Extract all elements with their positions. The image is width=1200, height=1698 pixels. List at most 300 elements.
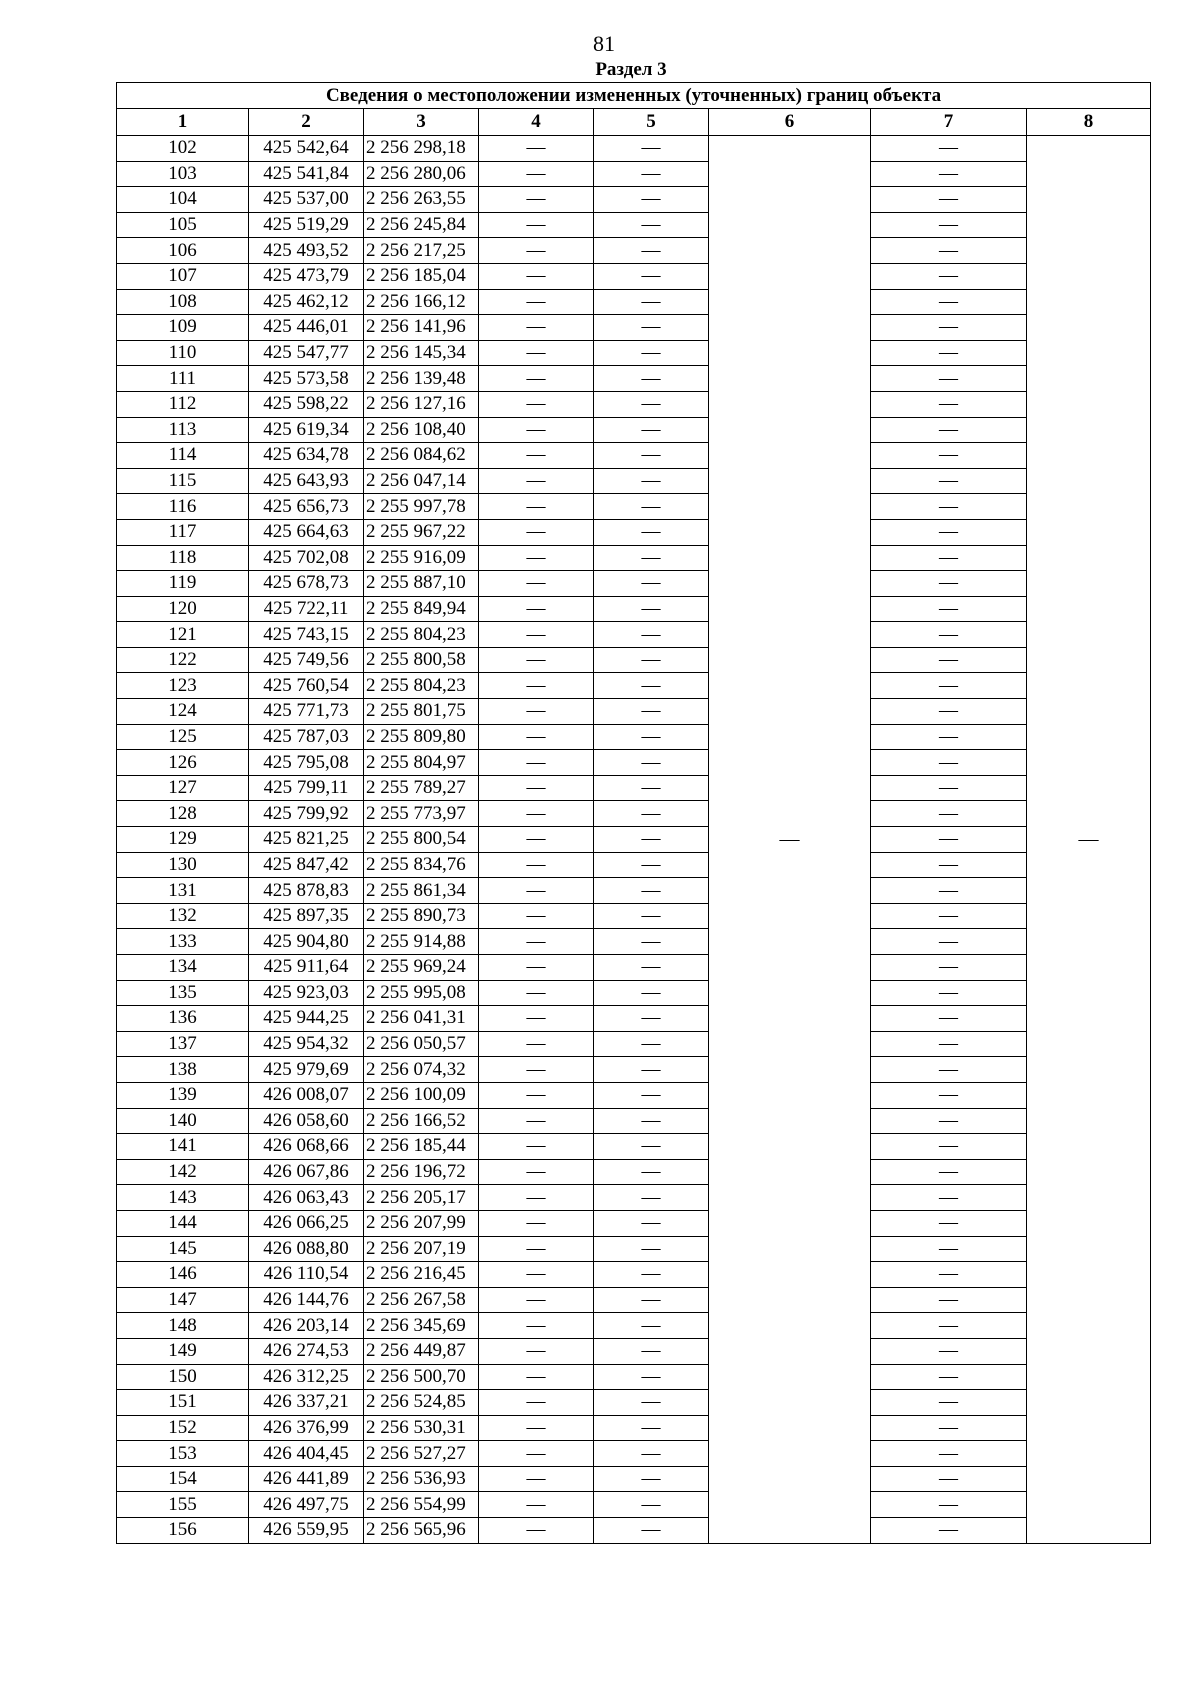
col7-cell: — [871,1185,1027,1211]
col4-cell: — [479,1262,594,1288]
col4-cell: — [479,1082,594,1108]
col7-cell: — [871,622,1027,648]
table-row [117,1057,1151,1083]
coord-x-cell: 426 068,66 [249,1134,364,1160]
col4-cell: — [479,596,594,622]
table-row [117,1134,1151,1160]
col7-cell: — [871,519,1027,545]
point-number-cell: 145 [117,1236,249,1262]
coord-x-cell: 425 542,64 [249,136,364,162]
coord-x-cell: 425 749,56 [249,647,364,673]
coord-x-cell: 425 519,29 [249,212,364,238]
col4-cell: — [479,136,594,162]
table-row [117,161,1151,187]
coord-x-cell: 425 904,80 [249,929,364,955]
point-number-cell: 107 [117,263,249,289]
column-header: 2 [249,109,364,136]
col7-cell: — [871,494,1027,520]
point-number-cell: 150 [117,1364,249,1390]
table-row [117,238,1151,264]
coord-x-cell: 425 878,83 [249,878,364,904]
col7-cell: — [871,1518,1027,1544]
col5-cell: — [594,775,709,801]
col7-cell: — [871,417,1027,443]
point-number-cell: 129 [117,827,249,853]
col7-cell: — [871,852,1027,878]
col5-cell: — [594,1364,709,1390]
coord-y-cell: 2 256 196,72 [364,1159,479,1185]
point-number-cell: 146 [117,1262,249,1288]
coord-x-cell: 425 643,93 [249,468,364,494]
page-number: 81 [593,31,615,56]
table-body [117,83,1151,1544]
table-row [117,289,1151,315]
col7-cell: — [871,1236,1027,1262]
col7-cell: — [871,1390,1027,1416]
col7-cell: — [871,366,1027,392]
coord-y-cell: 2 255 789,27 [364,775,479,801]
table-row [117,724,1151,750]
column-header: 1 [117,109,249,136]
col5-cell: — [594,1287,709,1313]
coord-y-cell: 2 255 861,34 [364,878,479,904]
coordinates-table [116,82,1151,1544]
col7-cell: — [871,1338,1027,1364]
column-header: 8 [1027,109,1151,136]
col7-cell: — [871,136,1027,162]
table-row [117,1338,1151,1364]
col5-cell: — [594,340,709,366]
table-row [117,647,1151,673]
col7-cell: — [871,750,1027,776]
coord-x-cell: 425 702,08 [249,545,364,571]
coord-x-cell: 425 771,73 [249,699,364,725]
coord-y-cell: 2 256 185,04 [364,263,479,289]
point-number-cell: 112 [117,391,249,417]
col4-cell: — [479,1415,594,1441]
column-header: 6 [709,109,871,136]
coord-x-cell: 425 678,73 [249,571,364,597]
col4-cell: — [479,238,594,264]
point-number-cell: 134 [117,955,249,981]
table-row [117,596,1151,622]
col5-cell: — [594,494,709,520]
coord-y-cell: 2 256 565,96 [364,1518,479,1544]
col5-cell: — [594,238,709,264]
col7-cell: — [871,596,1027,622]
point-number-cell: 124 [117,699,249,725]
table-row [117,571,1151,597]
col7-cell: — [871,238,1027,264]
col5-cell: — [594,1338,709,1364]
col4-cell: — [479,878,594,904]
col7-cell: — [871,1134,1027,1160]
coord-x-cell: 426 274,53 [249,1338,364,1364]
coord-x-cell: 426 088,80 [249,1236,364,1262]
col4-cell: — [479,622,594,648]
coord-x-cell: 425 760,54 [249,673,364,699]
col7-cell: — [871,801,1027,827]
col7-cell: — [871,468,1027,494]
coord-y-cell: 2 256 050,57 [364,1031,479,1057]
coord-y-cell: 2 256 166,12 [364,289,479,315]
point-number-cell: 139 [117,1082,249,1108]
coord-y-cell: 2 256 166,52 [364,1108,479,1134]
point-number-cell: 117 [117,519,249,545]
coord-x-cell: 426 376,99 [249,1415,364,1441]
col4-cell: — [479,315,594,341]
coord-x-cell: 425 897,35 [249,903,364,929]
col7-cell: — [871,263,1027,289]
table-row [117,1262,1151,1288]
coord-y-cell: 2 256 530,31 [364,1415,479,1441]
table-row [117,443,1151,469]
coord-y-cell: 2 256 554,99 [364,1492,479,1518]
coord-y-cell: 2 255 800,58 [364,647,479,673]
col5-cell: — [594,545,709,571]
col4-cell: — [479,1390,594,1416]
point-number-cell: 153 [117,1441,249,1467]
coord-y-cell: 2 255 916,09 [364,545,479,571]
coord-x-cell: 426 110,54 [249,1262,364,1288]
coord-x-cell: 425 787,03 [249,724,364,750]
col4-cell: — [479,468,594,494]
table-row [117,955,1151,981]
col4-cell: — [479,647,594,673]
table-row [117,263,1151,289]
col7-cell: — [871,1492,1027,1518]
point-number-cell: 120 [117,596,249,622]
coord-x-cell: 425 619,34 [249,417,364,443]
point-number-cell: 126 [117,750,249,776]
coord-x-cell: 425 664,63 [249,519,364,545]
point-number-cell: 121 [117,622,249,648]
col7-cell: — [871,1466,1027,1492]
point-number-cell: 143 [117,1185,249,1211]
point-number-cell: 110 [117,340,249,366]
point-number-cell: 137 [117,1031,249,1057]
table-row [117,1287,1151,1313]
col7-cell: — [871,878,1027,904]
col4-cell: — [479,1466,594,1492]
coord-y-cell: 2 256 205,17 [364,1185,479,1211]
col5-cell: — [594,827,709,853]
col7-cell: — [871,673,1027,699]
coord-x-cell: 426 058,60 [249,1108,364,1134]
col5-cell: — [594,647,709,673]
coord-y-cell: 2 256 127,16 [364,391,479,417]
table-row [117,1364,1151,1390]
coord-x-cell: 425 446,01 [249,315,364,341]
col8-merged-cell: — [1027,136,1151,1544]
col7-cell: — [871,1441,1027,1467]
table-caption: Сведения о местоположении измененных (уточненных) границ объекта [117,83,1151,109]
coord-x-cell: 426 559,95 [249,1518,364,1544]
coord-x-cell: 426 441,89 [249,1466,364,1492]
table-row [117,212,1151,238]
coord-y-cell: 2 256 141,96 [364,315,479,341]
point-number-cell: 128 [117,801,249,827]
point-number-cell: 133 [117,929,249,955]
col4-cell: — [479,775,594,801]
col4-cell: — [479,289,594,315]
col7-cell: — [871,955,1027,981]
coord-x-cell: 426 312,25 [249,1364,364,1390]
point-number-cell: 116 [117,494,249,520]
col4-cell: — [479,1108,594,1134]
coord-y-cell: 2 256 298,18 [364,136,479,162]
col7-cell: — [871,443,1027,469]
table-row [117,852,1151,878]
col5-cell: — [594,289,709,315]
coord-x-cell: 425 821,25 [249,827,364,853]
column-header: 4 [479,109,594,136]
col7-cell: — [871,827,1027,853]
col5-cell: — [594,1057,709,1083]
col4-cell: — [479,1518,594,1544]
coord-y-cell: 2 256 263,55 [364,187,479,213]
col7-cell: — [871,289,1027,315]
col4-cell: — [479,673,594,699]
col4-cell: — [479,955,594,981]
coord-y-cell: 2 256 185,44 [364,1134,479,1160]
col7-cell: — [871,1006,1027,1032]
col6-merged-cell: — [709,136,871,1544]
coord-y-cell: 2 256 280,06 [364,161,479,187]
table-row [117,673,1151,699]
col4-cell: — [479,724,594,750]
table-row [117,622,1151,648]
col4-cell: — [479,827,594,853]
col4-cell: — [479,929,594,955]
coord-y-cell: 2 256 245,84 [364,212,479,238]
col5-cell: — [594,366,709,392]
point-number-cell: 115 [117,468,249,494]
col5-cell: — [594,1441,709,1467]
col7-cell: — [871,980,1027,1006]
col4-cell: — [479,1287,594,1313]
coord-y-cell: 2 256 084,62 [364,443,479,469]
coord-y-cell: 2 255 809,80 [364,724,479,750]
point-number-cell: 114 [117,443,249,469]
point-number-cell: 108 [117,289,249,315]
col7-cell: — [871,1415,1027,1441]
coord-y-cell: 2 256 527,27 [364,1441,479,1467]
col7-cell: — [871,699,1027,725]
col4-cell: — [479,801,594,827]
table-row [117,878,1151,904]
col4-cell: — [479,750,594,776]
col4-cell: — [479,1185,594,1211]
table-caption-row [117,83,1151,109]
col5-cell: — [594,1159,709,1185]
col4-cell: — [479,1441,594,1467]
col7-cell: — [871,161,1027,187]
table-row [117,1390,1151,1416]
col5-cell: — [594,1313,709,1339]
point-number-cell: 132 [117,903,249,929]
coord-x-cell: 425 911,64 [249,955,364,981]
col5-cell: — [594,903,709,929]
col5-cell: — [594,136,709,162]
coord-y-cell: 2 255 804,23 [364,622,479,648]
point-number-cell: 140 [117,1108,249,1134]
table-row [117,417,1151,443]
coord-y-cell: 2 255 997,78 [364,494,479,520]
section-title: Раздел 3 [595,59,667,80]
coord-x-cell: 425 979,69 [249,1057,364,1083]
col4-cell: — [479,391,594,417]
table-row [117,340,1151,366]
table-row [117,750,1151,776]
table-row [117,366,1151,392]
coord-x-cell: 425 923,03 [249,980,364,1006]
table-row [117,903,1151,929]
col4-cell: — [479,519,594,545]
coord-x-cell: 425 944,25 [249,1006,364,1032]
col5-cell: — [594,443,709,469]
col4-cell: — [479,366,594,392]
point-number-cell: 105 [117,212,249,238]
coord-x-cell: 425 462,12 [249,289,364,315]
col5-cell: — [594,212,709,238]
coord-x-cell: 425 547,77 [249,340,364,366]
point-number-cell: 147 [117,1287,249,1313]
col5-cell: — [594,1108,709,1134]
coord-x-cell: 426 008,07 [249,1082,364,1108]
col7-cell: — [871,903,1027,929]
col4-cell: — [479,1313,594,1339]
col5-cell: — [594,1492,709,1518]
col7-cell: — [871,1287,1027,1313]
col5-cell: — [594,263,709,289]
table-row [117,775,1151,801]
col5-cell: — [594,1415,709,1441]
col5-cell: — [594,571,709,597]
point-number-cell: 106 [117,238,249,264]
table-row [117,1441,1151,1467]
coord-x-cell: 425 573,58 [249,366,364,392]
coord-x-cell: 426 497,75 [249,1492,364,1518]
point-number-cell: 102 [117,136,249,162]
point-number-cell: 155 [117,1492,249,1518]
col5-cell: — [594,417,709,443]
col5-cell: — [594,161,709,187]
coord-x-cell: 425 473,79 [249,263,364,289]
point-number-cell: 119 [117,571,249,597]
point-number-cell: 131 [117,878,249,904]
table-row [117,1492,1151,1518]
coord-x-cell: 425 795,08 [249,750,364,776]
coord-y-cell: 2 256 041,31 [364,1006,479,1032]
table-row [117,1185,1151,1211]
col4-cell: — [479,1210,594,1236]
coord-y-cell: 2 255 834,76 [364,852,479,878]
col7-cell: — [871,1262,1027,1288]
col5-cell: — [594,622,709,648]
col4-cell: — [479,494,594,520]
col5-cell: — [594,1185,709,1211]
coord-x-cell: 425 656,73 [249,494,364,520]
col7-cell: — [871,545,1027,571]
coord-y-cell: 2 256 524,85 [364,1390,479,1416]
col5-cell: — [594,878,709,904]
col5-cell: — [594,468,709,494]
coord-x-cell: 426 337,21 [249,1390,364,1416]
point-number-cell: 148 [117,1313,249,1339]
column-header: 7 [871,109,1027,136]
col7-cell: — [871,929,1027,955]
col7-cell: — [871,724,1027,750]
table-row [117,1108,1151,1134]
col5-cell: — [594,955,709,981]
col4-cell: — [479,903,594,929]
point-number-cell: 141 [117,1134,249,1160]
col7-cell: — [871,212,1027,238]
coord-y-cell: 2 255 995,08 [364,980,479,1006]
col5-cell: — [594,1134,709,1160]
point-number-cell: 111 [117,366,249,392]
col5-cell: — [594,391,709,417]
col5-cell: — [594,596,709,622]
coord-x-cell: 426 144,76 [249,1287,364,1313]
col4-cell: — [479,340,594,366]
col7-cell: — [871,340,1027,366]
table-row [117,1006,1151,1032]
col5-cell: — [594,519,709,545]
col4-cell: — [479,1364,594,1390]
coord-y-cell: 2 256 536,93 [364,1466,479,1492]
coord-y-cell: 2 255 849,94 [364,596,479,622]
point-number-cell: 136 [117,1006,249,1032]
coord-y-cell: 2 256 207,19 [364,1236,479,1262]
coord-y-cell: 2 256 139,48 [364,366,479,392]
coord-y-cell: 2 255 914,88 [364,929,479,955]
point-number-cell: 118 [117,545,249,571]
coord-x-cell: 425 847,42 [249,852,364,878]
table-row [117,1313,1151,1339]
table-row [117,1236,1151,1262]
coord-y-cell: 2 256 217,25 [364,238,479,264]
coord-y-cell: 2 255 967,22 [364,519,479,545]
point-number-cell: 156 [117,1518,249,1544]
col4-cell: — [479,187,594,213]
coord-x-cell: 426 066,25 [249,1210,364,1236]
col4-cell: — [479,1006,594,1032]
point-number-cell: 104 [117,187,249,213]
coord-x-cell: 426 203,14 [249,1313,364,1339]
col7-cell: — [871,391,1027,417]
col5-cell: — [594,1031,709,1057]
col5-cell: — [594,852,709,878]
coord-x-cell: 425 541,84 [249,161,364,187]
col4-cell: — [479,1057,594,1083]
col7-cell: — [871,1364,1027,1390]
coord-y-cell: 2 255 887,10 [364,571,479,597]
col4-cell: — [479,417,594,443]
table-row [117,545,1151,571]
coord-y-cell: 2 256 345,69 [364,1313,479,1339]
table-header-row [117,109,1151,136]
col5-cell: — [594,1262,709,1288]
col7-cell: — [871,1108,1027,1134]
col5-cell: — [594,673,709,699]
point-number-cell: 154 [117,1466,249,1492]
table-row [117,1210,1151,1236]
table-row [117,519,1151,545]
coord-x-cell: 425 799,11 [249,775,364,801]
coord-y-cell: 2 256 216,45 [364,1262,479,1288]
